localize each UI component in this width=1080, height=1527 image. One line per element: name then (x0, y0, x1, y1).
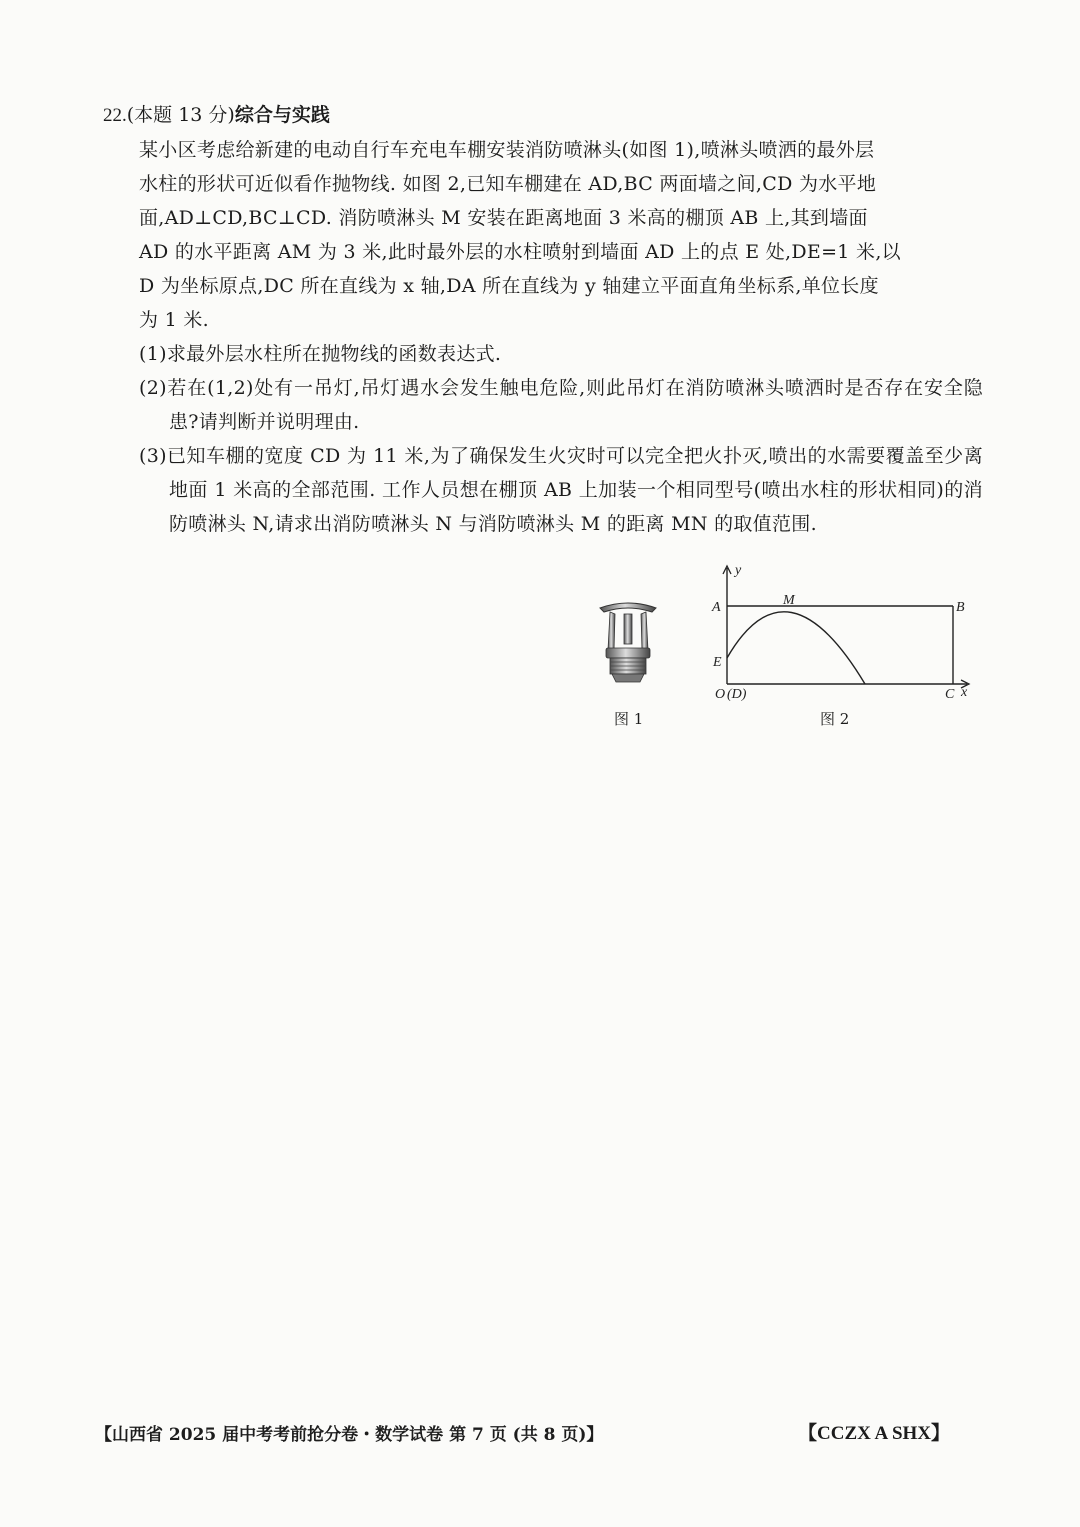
label-d: (D) (727, 687, 747, 702)
problem-title: 综合与实践 (234, 104, 330, 126)
problem-number: 22. (103, 105, 127, 126)
stem-line: 水柱的形状可近似看作抛物线. 如图 2,已知车棚建在 AD,BC 两面墙之间,CD 为水平地 (139, 173, 877, 195)
question-part-2: (2)若在(1,2)处有一吊灯,吊灯遇水会发生触电危险,则此吊灯在消防喷淋头喷洒时是否存在安全隐患?请判断并说明理由. (139, 377, 983, 433)
label-e: E (713, 655, 722, 670)
figure-1-caption: 图 1 (614, 710, 644, 728)
stem-line: D 为坐标原点,DC 所在直线为 x 轴,DA 所在直线为 y 轴建立平面直角坐标系,单位长度 (139, 275, 879, 297)
sprinkler-head-image (596, 598, 660, 684)
label-a: A (712, 600, 721, 615)
label-c: C (945, 687, 955, 702)
problem-22 (103, 98, 983, 541)
label-b: B (956, 600, 965, 615)
parabola-water (727, 612, 865, 684)
stem-line: 面,AD⊥CD,BC⊥CD. 消防喷淋头 M 安装在距离地面 3 米高的棚顶 AB 上,其到墙面 (139, 207, 868, 229)
diagram-figure-2 (705, 562, 985, 702)
stem-line: 为 1 米. (139, 309, 210, 331)
footer-code: 【CCZX A SHX】 (798, 1423, 951, 1444)
label-o: O (715, 687, 726, 702)
problem-stem (139, 133, 983, 337)
figure-2-caption: 图 2 (820, 710, 850, 728)
label-x: x (961, 685, 968, 700)
question-part-1: (1)求最外层水柱所在抛物线的函数表达式. (139, 343, 502, 365)
stem-line: AD 的水平距离 AM 为 3 米,此时最外层的水柱喷射到墙面 AD 上的点 E 处,DE=1 米,以 (139, 241, 901, 263)
footer-exam-info: 【山西省 2025 届中考考前抢分卷・数学试卷 第 7 页 (共 8 页)】 (95, 1425, 604, 1445)
stem-line: 某小区考虑给新建的电动自行车充电车棚安装消防喷淋头(如图 1),喷淋头喷洒的最外层 (139, 139, 875, 161)
question-part-3: (3)已知车棚的宽度 CD 为 11 米,为了确保发生火灾时可以完全把火扑灭,喷出的水需要覆盖至少离地面 1 米高的全部范围. 工作人员想在棚顶 AB 上加装一个相同型号(喷出水柱的形状相同)的消防喷淋头 N,请求出消防喷淋头 N 与消防喷淋头 M 的距离 MN 的取值范围. (139, 445, 983, 535)
problem-header (103, 98, 983, 133)
label-y: y (735, 563, 742, 578)
label-m: M (783, 593, 795, 608)
problem-score: (本题 13 分) (126, 104, 235, 126)
